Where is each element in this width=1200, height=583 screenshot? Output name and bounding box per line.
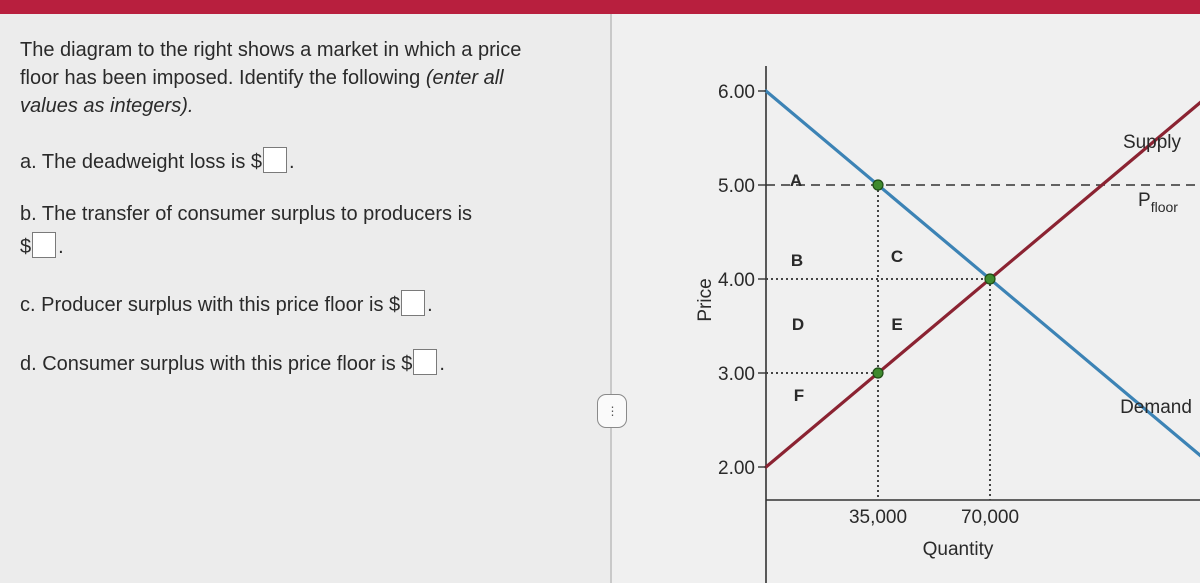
graph-point-3 xyxy=(873,368,883,378)
question-b-dollar: $ xyxy=(20,236,32,258)
y-tick-2-00: 2.00 xyxy=(718,458,755,479)
y-tick-3-00: 3.00 xyxy=(718,364,755,385)
guide-lines xyxy=(766,185,1200,500)
question-b-period: . xyxy=(58,236,64,258)
y-axis-title: Price xyxy=(695,278,716,322)
question-b-text: b. The transfer of consumer surplus to producers is xyxy=(20,203,473,225)
intro-text: The diagram to the right shows a market in which a price floor has been imposed. Identify the following xyxy=(20,39,522,89)
region-label-f: F xyxy=(793,386,805,405)
supply-label: Supply xyxy=(1122,132,1182,153)
region-label-e: E xyxy=(891,315,903,334)
price-floor-label-p: P xyxy=(1138,190,1151,211)
question-c-period: . xyxy=(427,294,433,316)
graph-point-1 xyxy=(873,180,883,190)
graph-labels xyxy=(695,82,1192,560)
price-floor-label xyxy=(1138,190,1178,215)
x-axis-title: Quantity xyxy=(922,539,994,560)
question-c-text: c. Producer surplus with this price floor is $ xyxy=(20,294,401,316)
question-d-period: . xyxy=(439,353,445,375)
region-label-a: A xyxy=(789,171,803,190)
graph-point-2 xyxy=(985,274,995,284)
question-a-text: a. The deadweight loss is $ xyxy=(20,151,263,173)
question-d-text: d. Consumer surplus with this price floor is $ xyxy=(20,353,413,375)
y-tick-6-00: 6.00 xyxy=(718,82,755,103)
drag-dots-icon: ⋮ xyxy=(606,404,618,418)
intro-instruction: (enter all values as integers). xyxy=(20,67,504,117)
demand-label: Demand xyxy=(1120,397,1192,418)
y-tick-4-00: 4.00 xyxy=(718,270,755,291)
price-floor-label-subscript: floor xyxy=(1150,199,1178,215)
question-a-period: . xyxy=(289,151,295,173)
region-label-b: B xyxy=(790,251,804,270)
x-tick-70000: 70,000 xyxy=(960,507,1020,528)
y-tick-5-00: 5.00 xyxy=(718,176,755,197)
x-tick-35000: 35,000 xyxy=(848,507,908,528)
region-label-c: C xyxy=(890,247,904,266)
region-label-d: D xyxy=(791,315,805,334)
